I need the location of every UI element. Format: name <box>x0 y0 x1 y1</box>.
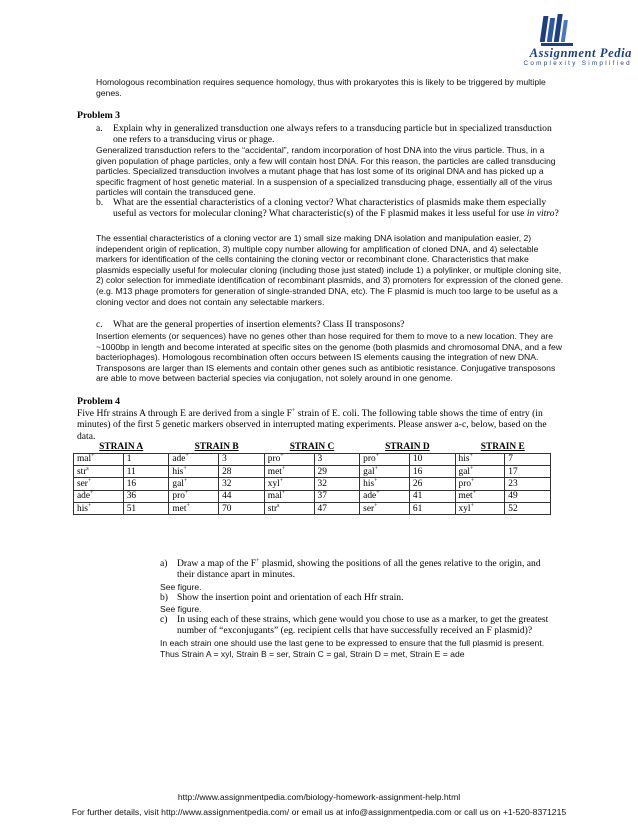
footer-url-link[interactable]: http://www.assignmentpedia.com/biology-homework-assignment-help.html <box>177 792 461 802</box>
strain-table <box>73 441 551 515</box>
table-row <box>74 490 551 502</box>
time-cell: 29 <box>314 465 360 477</box>
time-cell: 10 <box>409 453 455 465</box>
marker-cell: his+ <box>360 478 410 490</box>
problem-4b-answer: See figure. <box>160 604 202 614</box>
time-cell: 41 <box>409 490 455 502</box>
marker-cell: gal+ <box>360 465 410 477</box>
marker-cell: gal+ <box>455 465 505 477</box>
marker-cell: ade+ <box>169 453 219 465</box>
marker-cell: pro+ <box>169 490 219 502</box>
marker-cell: pro+ <box>264 453 314 465</box>
table-row <box>74 478 551 490</box>
table-header-row <box>74 441 551 453</box>
time-cell: 1 <box>123 453 169 465</box>
time-cell: 49 <box>505 490 551 502</box>
table-header: STRAIN A <box>99 441 144 452</box>
time-cell: 16 <box>123 478 169 490</box>
problem-4c-answer-line2: Thus Strain A = xyl, Strain B = ser, Strain C = gal, Strain D = met, Strain E = ade <box>160 649 465 659</box>
marker-cell: xyl+ <box>264 478 314 490</box>
time-cell: 17 <box>505 465 551 477</box>
time-cell: 28 <box>219 465 265 477</box>
marker-cell: mal+ <box>264 490 314 502</box>
logo-tagline: Complexity Simplified <box>523 60 632 67</box>
time-cell: 16 <box>409 465 455 477</box>
marker-cell: met+ <box>169 503 219 515</box>
problem-3-heading: Problem 3 <box>77 110 121 121</box>
problem-4a-answer: See figure. <box>160 582 202 592</box>
marker-cell: pro+ <box>455 478 505 490</box>
time-cell: 36 <box>123 490 169 502</box>
question-text: What are the general properties of insertion elements? Class II transposons? <box>113 319 405 330</box>
marker-cell: xyl+ <box>455 503 505 515</box>
time-cell: 51 <box>123 503 169 515</box>
time-cell: 7 <box>505 453 551 465</box>
marker-cell: str$^s$ <box>74 465 124 477</box>
marker-cell: met+ <box>264 465 314 477</box>
table-row <box>74 465 551 477</box>
intro-paragraph: Homologous recombination requires sequence homology, thus with prokaryotes this is likely to be triggered by multiple genes. <box>96 77 546 98</box>
problem-4c-answer-line1: In each strain one should use the last gene to be expressed to ensure that the full plasmid is present. <box>160 638 545 648</box>
table-header: STRAIN E <box>480 441 525 452</box>
marker-cell: pro+ <box>360 453 410 465</box>
marker-cell: ade+ <box>74 490 124 502</box>
time-cell: 3 <box>219 453 265 465</box>
table-header: STRAIN C <box>289 441 335 452</box>
book-stack-logo-icon <box>540 12 574 48</box>
time-cell: 52 <box>505 503 551 515</box>
logo-title: Assignment Pedia <box>529 46 632 60</box>
marker-cell: his+ <box>74 503 124 515</box>
brand-logo <box>486 10 632 68</box>
time-cell: 11 <box>123 465 169 477</box>
problem-3a-question <box>96 123 566 146</box>
problem-4c-question <box>160 614 560 637</box>
marker-cell: gal+ <box>169 478 219 490</box>
question-text: Show the insertion point and orientation of each Hfr strain. <box>177 592 404 603</box>
time-cell: 3 <box>314 453 360 465</box>
problem-4-description: Five Hfr strains A through E are derived from a single F+ strain of E. coli. The following table shows the time of entry (in minutes) of the first 5 genetic markers observed in interrupted mating experiments. Please answer a-c, below, based on the data. <box>77 407 547 442</box>
table-row <box>74 503 551 515</box>
question-label: a) <box>160 558 168 569</box>
problem-4b-question <box>160 592 560 603</box>
marker-cell: met+ <box>455 490 505 502</box>
table-row <box>74 453 551 465</box>
question-label: b. <box>96 197 104 208</box>
time-cell: 32 <box>219 478 265 490</box>
question-text: In using each of these strains, which gene would you chose to use as a marker, to get the greatest number of “exconjugants” (eg. recipient cells that have successfully received an F plasmid)? <box>177 614 549 637</box>
footer-contact-text: For further details, visit http://www.assignmentpedia.com/ or email us at info@assignmentpedia.com or call us on +1-520-8371215 <box>71 807 567 817</box>
question-text: What are the essential characteristics of a cloning vector? What characteristics of plasmids make them especially useful as vectors for molecular cloning? What characteristic(s) of the F plasmid makes it less useful for use in vitro? <box>113 197 559 220</box>
problem-3c-answer: Insertion elements (or sequences) have no genes other than hose required for them to move to a new location. They are ~1000bp in length and become interated at specific sites on the genome (both plasmids and chromosomal DNA, and a few bacteriophages). Homologous recombination often occurs between IS elements causing the integration of new DNA. Transposons are larger than IS elements and contain other genes such as antibiotic resistance. Conjugative transposons are able to move between bacterial species via conjugation, not solely around in one genome. <box>96 331 563 384</box>
time-cell: 26 <box>409 478 455 490</box>
time-cell: 23 <box>505 478 551 490</box>
problem-4a-question <box>160 558 560 581</box>
problem-4-heading: Problem 4 <box>77 396 121 407</box>
question-label: c) <box>160 614 168 625</box>
problem-3b-answer: The essential characteristics of a cloning vector are 1) small size making DNA isolation and manipulation easier, 2) independent origin of replication, 3) multiple copy number allowing for amplification of cloned DNA, and 4) selectable markers for identification of the cells containing the cloning vector or recombinant clone. Characteristics that make plasmids especially useful for molecular cloning (including those just stated) include 1) a polylinker, or multiple cloning site, 2) color selection for immediate identification of recombinant plasmids, and 3) promoters for expression of the cloned gene. (e.g. M13 phage promoters for generation of single-stranded DNA, etc). The F plasmid is much too large to be useful as a cloning vector and does not contain any selectable markers. <box>96 233 564 307</box>
time-cell: 37 <box>314 490 360 502</box>
question-text: Explain why in generalized transduction one always refers to a transducing particle but in specialized transduction one refers to a transducing virus or phage. <box>113 123 552 146</box>
time-cell: 47 <box>314 503 360 515</box>
time-cell: 44 <box>219 490 265 502</box>
problem-3a-answer: Generalized transduction refers to the “accidental”, random incorporation of host DNA into the virus particle. Thus, in a given population of phage particles, only a few will contain host DNA. For this reason, the particles are called transducing particles. Specialized transduction involves a mutant phage that has lost some of its original DNA and has picked up a specific fragment of host genetic material. In a suspension of a specialized transducing phage, essentially all of the virus particles will contain the transduced gene. <box>96 145 556 198</box>
time-cell: 61 <box>409 503 455 515</box>
marker-cell: ser+ <box>74 478 124 490</box>
time-cell: 32 <box>314 478 360 490</box>
table-header: STRAIN D <box>385 441 430 452</box>
question-text: Draw a map of the F+ plasmid, showing the positions of all the genes relative to the origin, and their distance apart in minutes. <box>177 557 541 581</box>
question-label: a. <box>96 123 103 134</box>
problem-3b-question <box>96 197 566 220</box>
marker-cell: ser+ <box>360 503 410 515</box>
marker-cell: mal+ <box>74 453 124 465</box>
marker-cell: his+ <box>455 453 505 465</box>
table-header: STRAIN B <box>194 441 239 452</box>
marker-cell: str$^s$ <box>264 503 314 515</box>
question-label: b) <box>160 592 168 603</box>
problem-3c-question <box>96 319 566 330</box>
marker-cell: his+ <box>169 465 219 477</box>
question-label: c. <box>96 319 103 330</box>
time-cell: 70 <box>219 503 265 515</box>
marker-cell: ade+ <box>360 490 410 502</box>
